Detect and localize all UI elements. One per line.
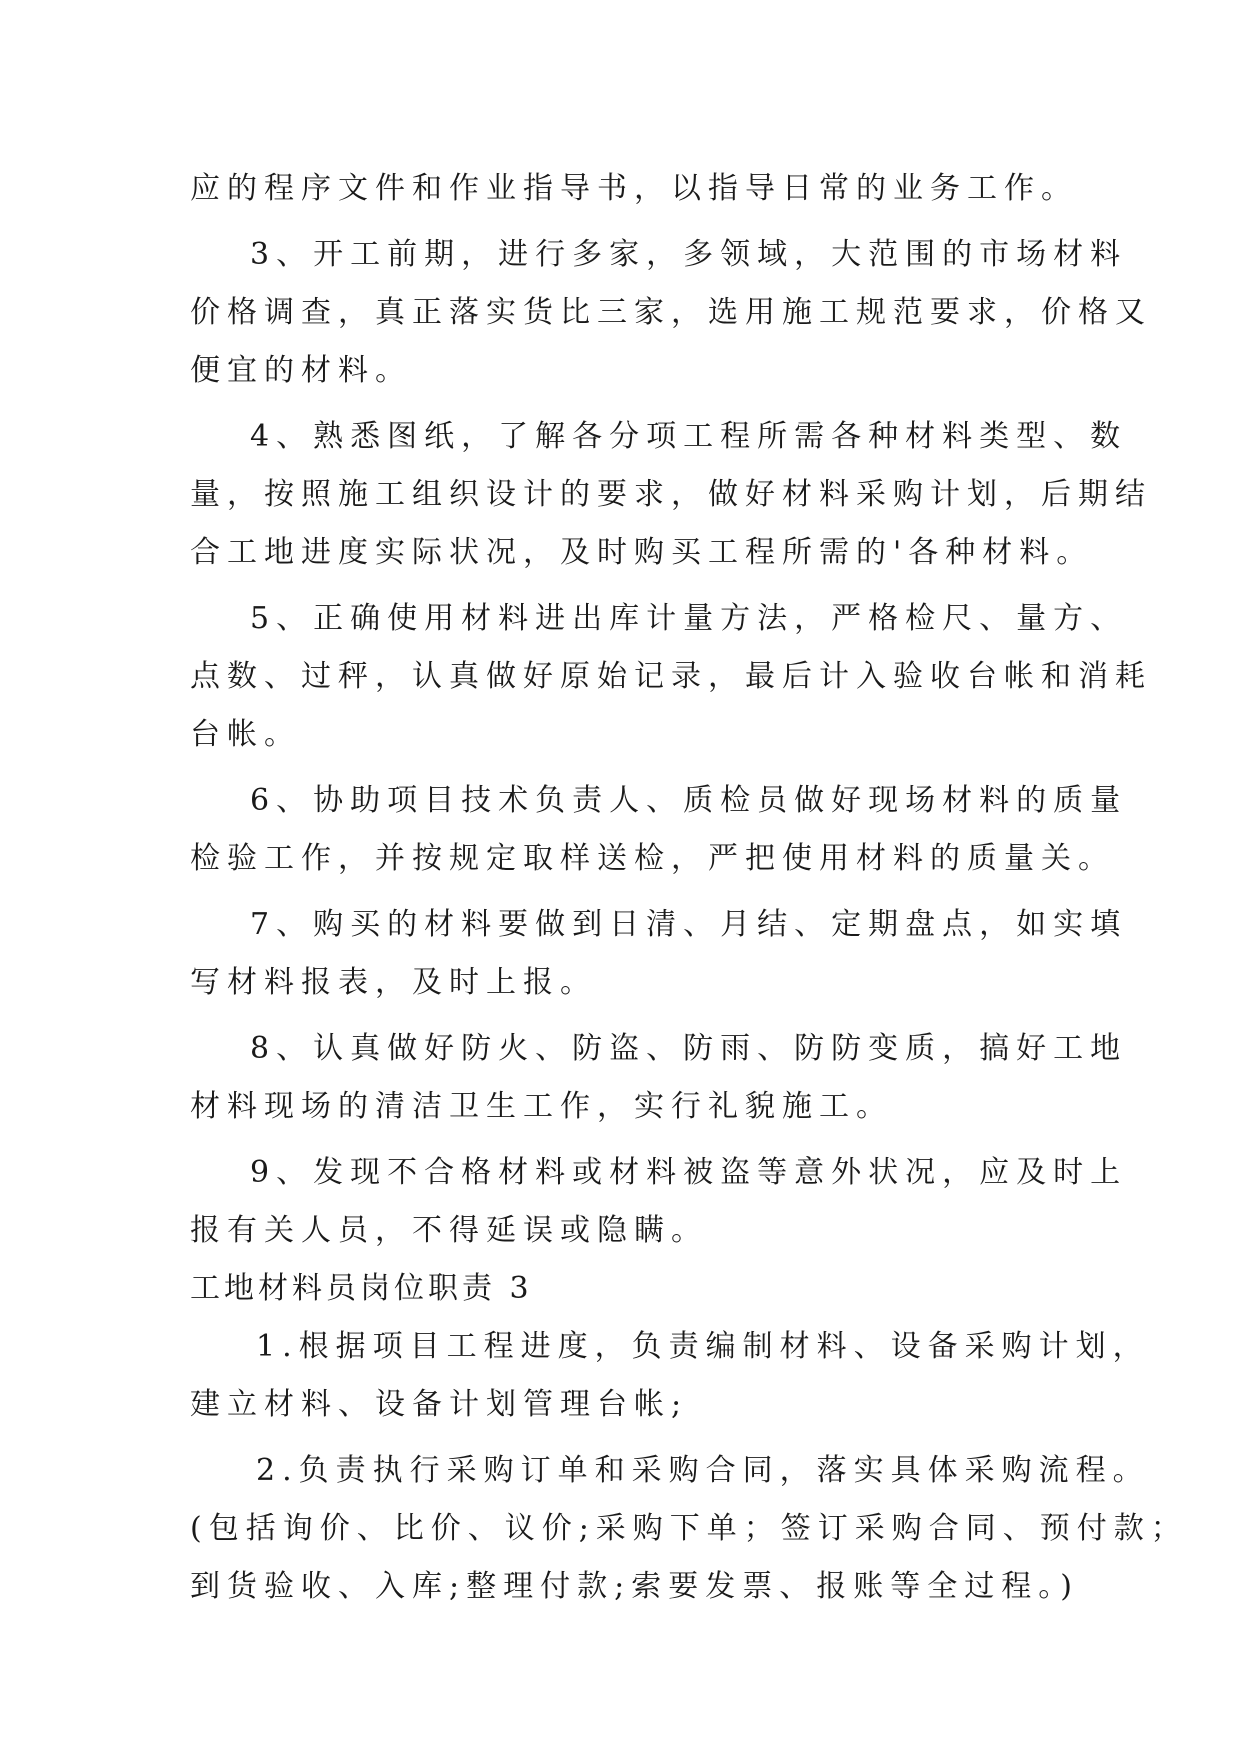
paragraph-line: 2.负责执行采购订单和采购合同，落实具体采购流程。 — [256, 1453, 1150, 1488]
paragraph-line: 价格调查，真正落实货比三家，选用施工规范要求，价格又 — [190, 295, 1152, 330]
paragraph-line: 到货验收、入库;整理付款;索要发票、报账等全过程。) — [190, 1569, 1079, 1604]
paragraph-line: 报有关人员，不得延误或隐瞒。 — [190, 1213, 708, 1248]
paragraph-line: 1.根据项目工程进度，负责编制材料、设备采购计划， — [256, 1329, 1150, 1364]
paragraph-line: 8、认真做好防火、防盗、防雨、防防变质，搞好工地 — [250, 1031, 1128, 1066]
paragraph-line: 写材料报表，及时上报。 — [190, 965, 597, 1000]
paragraph-line: 9、发现不合格材料或材料被盗等意外状况，应及时上 — [250, 1155, 1128, 1190]
paragraph-line: 点数、过秤，认真做好原始记录，最后计入验收台帐和消耗 — [190, 659, 1152, 694]
section-heading: 工地材料员岗位职责 3 — [190, 1271, 533, 1306]
paragraph-line: 5、正确使用材料进出库计量方法，严格检尺、量方、 — [250, 601, 1128, 636]
paragraph-line: 检验工作，并按规定取样送检，严把使用材料的质量关。 — [190, 841, 1115, 876]
paragraph-line: 建立材料、设备计划管理台帐; — [190, 1387, 689, 1422]
paragraph-line: 6、协助项目技术负责人、质检员做好现场材料的质量 — [250, 783, 1128, 818]
paragraph-line: 合工地进度实际状况，及时购买工程所需的'各种材料。 — [190, 535, 1094, 570]
paragraph-line: 7、购买的材料要做到日清、月结、定期盘点，如实填 — [250, 907, 1128, 942]
paragraph-line: 量，按照施工组织设计的要求，做好材料采购计划，后期结 — [190, 477, 1152, 512]
document-body — [190, 160, 1188, 1616]
paragraph-line: 台帐。 — [190, 717, 301, 752]
paragraph-line: 3、开工前期，进行多家，多领域，大范围的市场材料 — [250, 237, 1128, 272]
paragraph-line: (包括询价、比价、议价;采购下单；签订采购合同、预付款； — [190, 1511, 1188, 1546]
paragraph-line: 便宜的材料。 — [190, 353, 412, 388]
paragraph-line: 4、熟悉图纸，了解各分项工程所需各种材料类型、数 — [250, 419, 1128, 454]
paragraph-line: 应的程序文件和作业指导书，以指导日常的业务工作。 — [190, 171, 1078, 206]
paragraph-line: 材料现场的清洁卫生工作，实行礼貌施工。 — [190, 1089, 893, 1124]
